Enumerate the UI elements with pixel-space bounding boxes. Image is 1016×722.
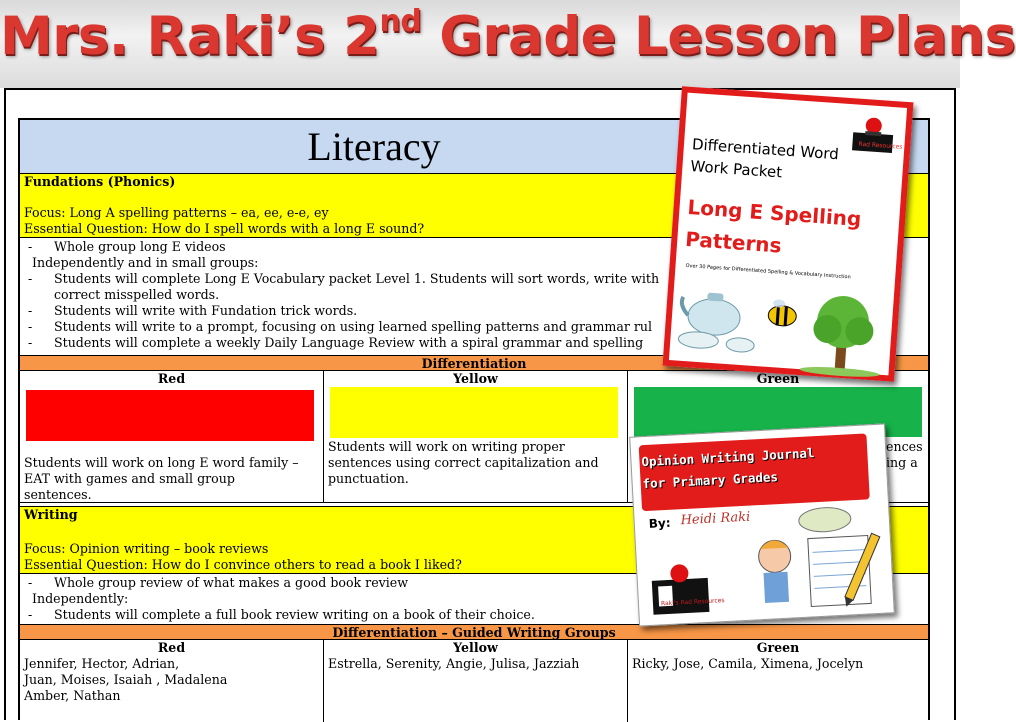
cover1-tagline: Over 30 Pages for Differentiated Spelling & Vocabulary Instruction <box>685 262 851 281</box>
header-banner <box>0 0 1016 88</box>
cover1-subtitle: Differentiated Word Work Packet <box>689 135 840 182</box>
long-e-packet-cover[interactable] <box>663 86 914 382</box>
list-item: - Students will complete a full book review writing on a book of their choice. <box>28 607 535 622</box>
phonics-essential-question: Essential Question: How do I spell words with a long E sound? <box>24 221 425 236</box>
group-yellow-label: Yellow <box>453 371 498 386</box>
group-red-text: Students will work on long E word family – EAT with games and small group sentences. <box>24 455 299 502</box>
phonics-focus: Focus: Long A spelling patterns – ea, ee, e-e, ey <box>24 205 329 220</box>
writing-heading: Writing <box>24 507 78 522</box>
writing-group-yellow-names: Estrella, Serenity, Angie, Julisa, Jazziah <box>328 656 580 671</box>
phonics-differentiation-bar: Differentiation <box>20 355 928 371</box>
cover2-by-label: By: <box>648 515 671 531</box>
writing-group-green-names: Ricky, Jose, Camila, Ximena, Jocelyn <box>632 656 864 671</box>
yellow-color-swatch <box>330 387 618 438</box>
group-green-label: Green <box>756 371 800 386</box>
literacy-title: Literacy <box>20 120 928 174</box>
group-yellow-text: Students will work on writing proper sentences using correct capitalization and punctuation. <box>328 439 599 486</box>
writing-group-red-label: Red <box>157 640 186 655</box>
writing-group-yellow <box>324 640 628 722</box>
group-yellow <box>324 371 628 502</box>
writing-groups-row <box>20 640 928 722</box>
list-item: correct misspelled words. <box>54 287 220 302</box>
cover2-logo-text: Raki's Rad Resources <box>660 597 725 608</box>
list-item: - Students will complete a weekly Daily Language Review with a spiral grammar and spelling <box>28 335 644 350</box>
list-item: - Students will write to a prompt, focusing on using learned spelling patterns and grammar rul <box>28 319 653 334</box>
writing-group-red-names: Jennifer, Hector, Adrian, Juan, Moises, Isaiah , Madalena Amber, Nathan <box>24 656 228 703</box>
writing-group-red <box>20 640 324 722</box>
red-color-swatch <box>26 390 314 441</box>
list-item: Independently and in small groups: <box>32 255 259 270</box>
teapot-bee-tree-illustration-icon <box>675 275 893 380</box>
list-item: - Students will complete Long E Vocabulary packet Level 1. Students will sort words, write with <box>28 271 660 286</box>
phonics-heading: Fundations (Phonics) <box>24 174 176 189</box>
page-title: Mrs. Raki’s 2nd Grade Lesson Plans <box>0 4 1016 67</box>
list-item: - Whole group long E videos <box>28 239 226 254</box>
kid-with-notepad-illustration-icon <box>744 505 889 618</box>
list-item: - Whole group review of what makes a good book review <box>28 575 409 590</box>
writing-focus: Focus: Opinion writing – book reviews <box>24 541 269 556</box>
rad-resources-logo-icon <box>649 560 712 617</box>
group-red <box>20 371 324 502</box>
writing-essential-question: Essential Question: How do I convince others to read a book I liked? <box>24 557 462 572</box>
svg-text:Rad Resources: Rad Resources <box>858 140 903 151</box>
group-green-text: ences ing a <box>886 439 923 470</box>
opinion-journal-cover[interactable] <box>629 423 895 626</box>
writing-group-yellow-label: Yellow <box>453 640 498 655</box>
cover2-author: Heidi Raki <box>680 509 751 529</box>
writing-group-green <box>628 640 928 722</box>
writing-differentiation-bar: Differentiation – Guided Writing Groups <box>20 624 928 640</box>
writing-group-green-label: Green <box>756 640 800 655</box>
cover2-title: Opinion Writing Journal for Primary Grades <box>641 445 815 492</box>
list-item: - Students will write with Fundation trick words. <box>28 303 358 318</box>
cover1-title: Long E Spelling Patterns <box>684 194 863 258</box>
list-item: Independently: <box>32 591 129 606</box>
group-red-label: Red <box>157 371 186 386</box>
